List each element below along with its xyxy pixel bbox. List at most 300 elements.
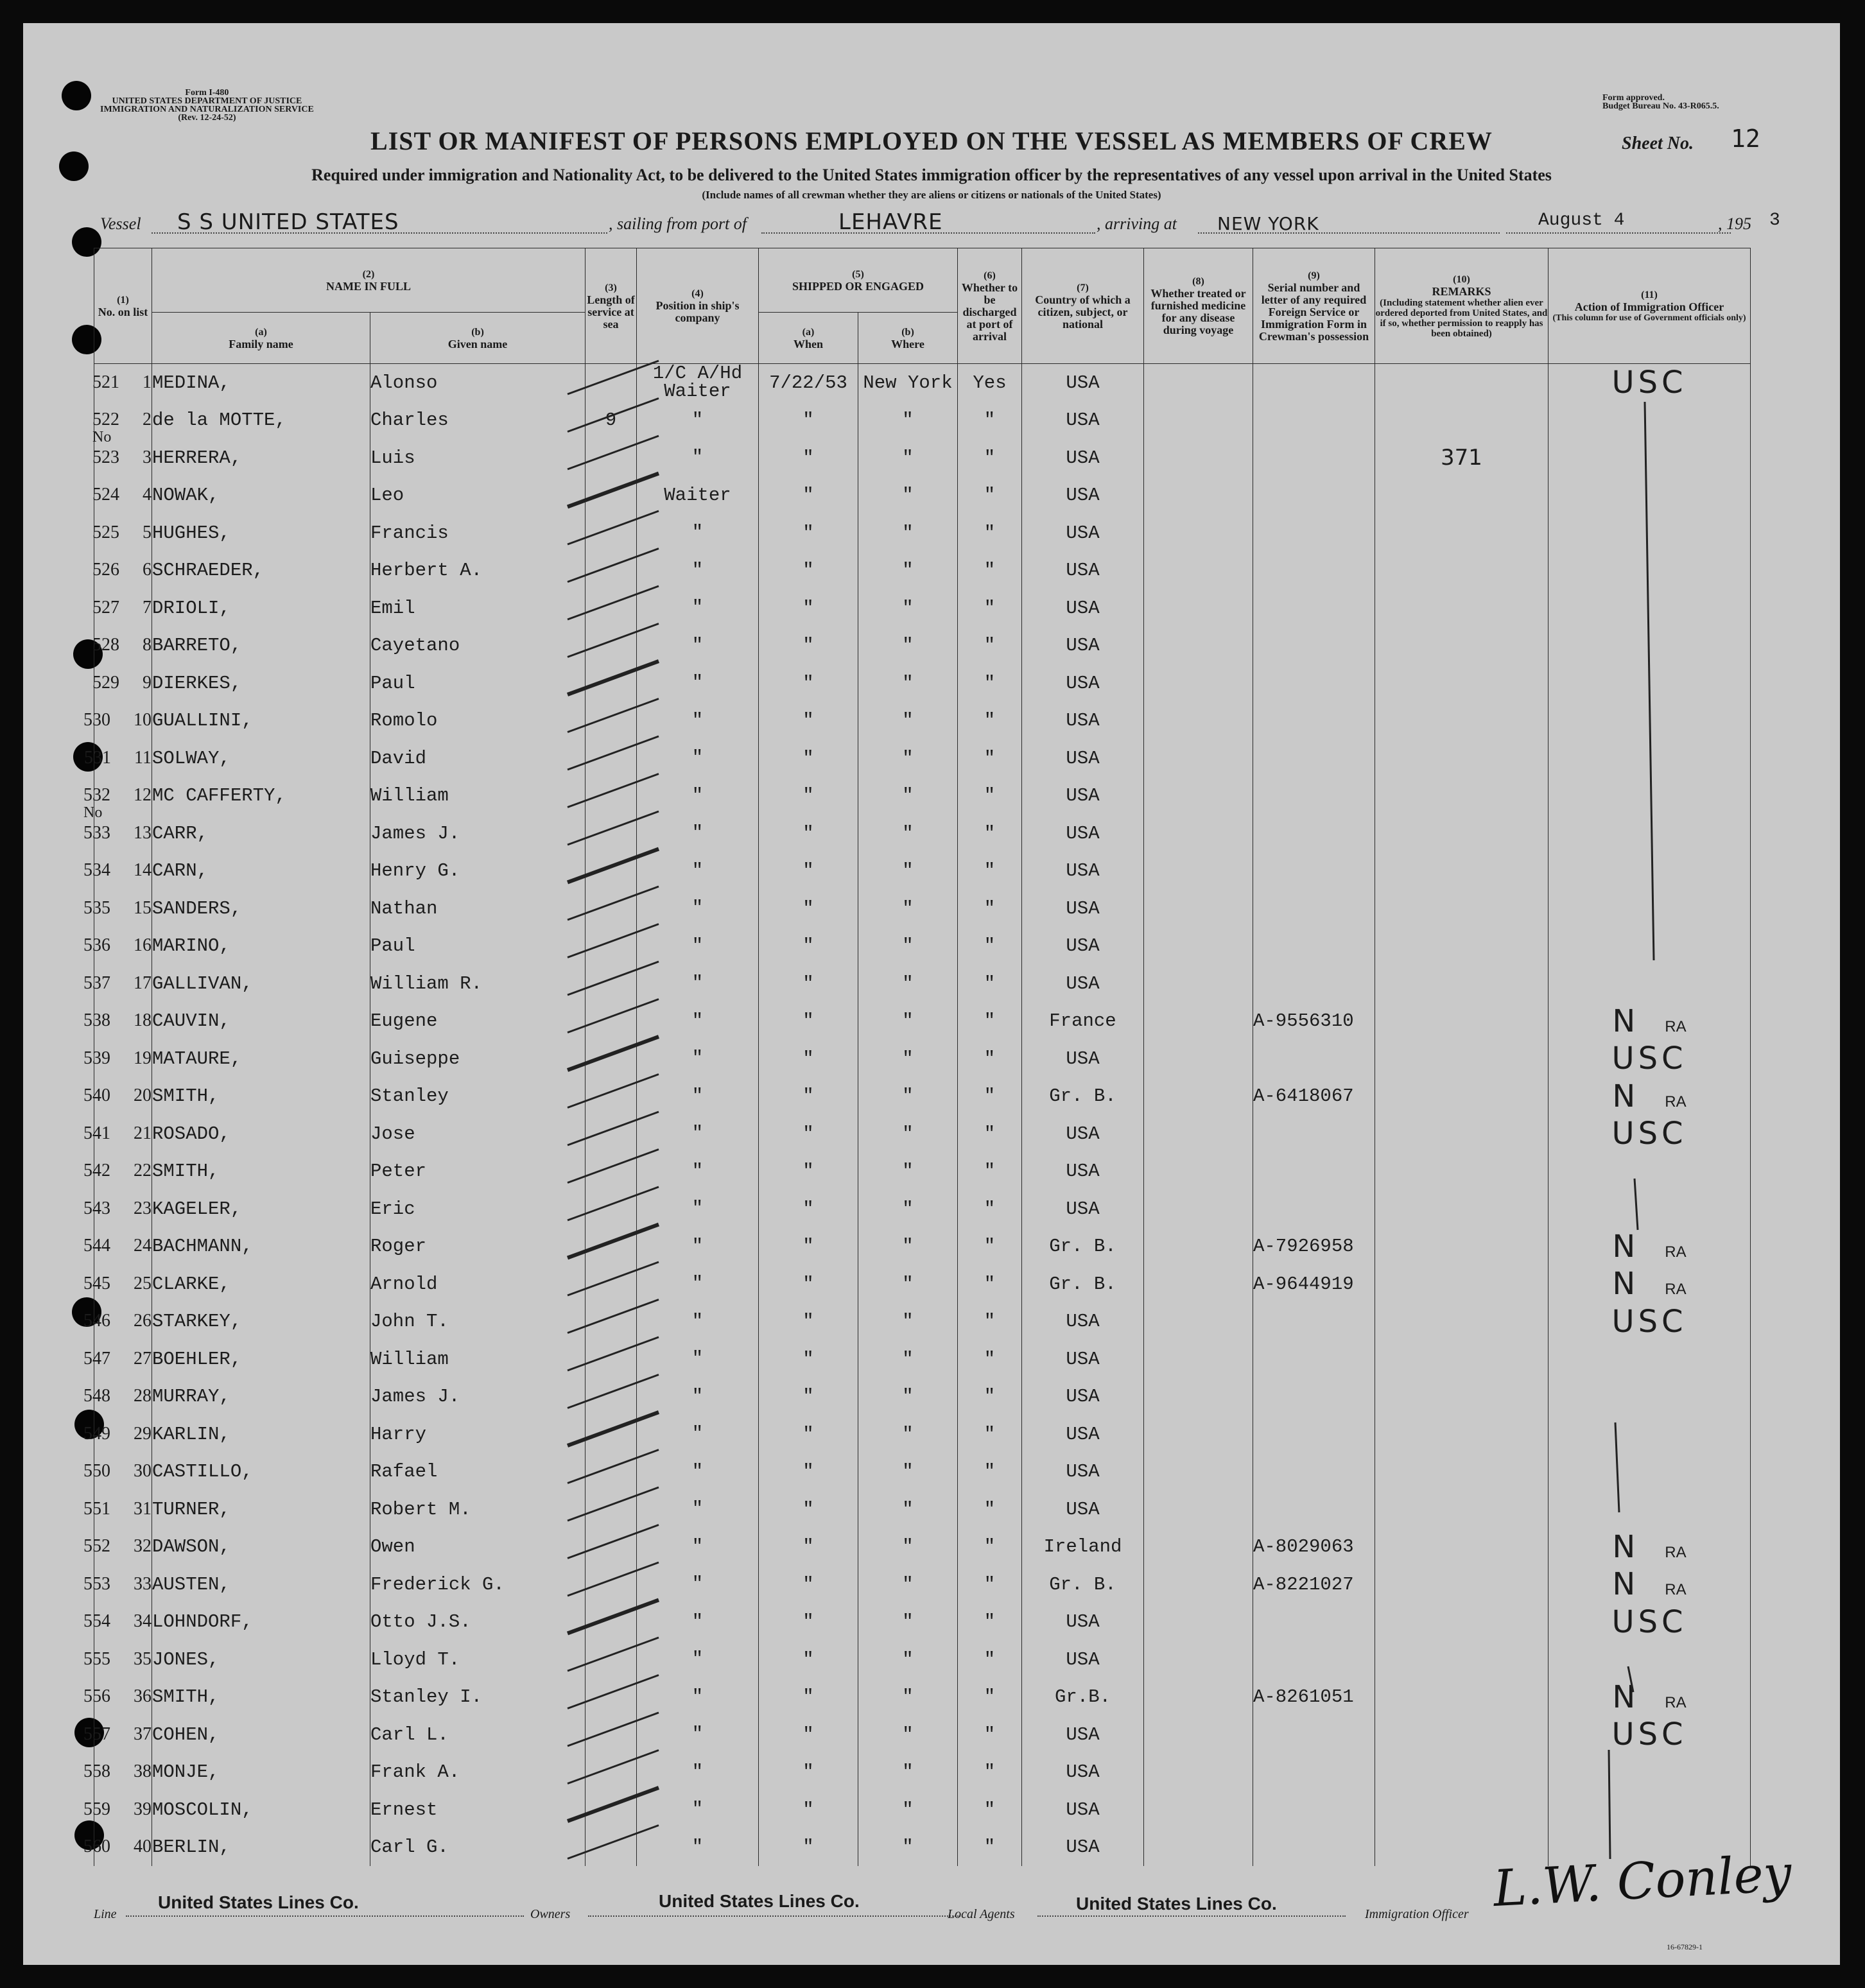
cell-serial: A-8029063 xyxy=(1253,1528,1375,1566)
cell-discharge: " xyxy=(958,1415,1022,1453)
margin-number: 527 xyxy=(92,597,119,618)
cell-country: Gr. B. xyxy=(1022,1228,1144,1266)
cell-country: Gr.B. xyxy=(1022,1679,1144,1716)
cell-family: CASTILLO, xyxy=(152,1453,370,1491)
cell-discharge: " xyxy=(958,1303,1022,1341)
cell-position: " xyxy=(637,852,759,890)
cell-when: " xyxy=(759,1228,858,1266)
cell-position: " xyxy=(637,1003,759,1041)
cell-discharge: " xyxy=(958,815,1022,852)
cell-country: USA xyxy=(1022,589,1144,627)
margin-number: 552 xyxy=(83,1536,110,1557)
cell-position: " xyxy=(637,1716,759,1754)
cell-country: USA xyxy=(1022,928,1144,965)
cell-where: " xyxy=(858,890,958,928)
cell-where: " xyxy=(858,1453,958,1491)
cell-discharge: " xyxy=(958,852,1022,890)
cell-where: " xyxy=(858,402,958,440)
cell-when: " xyxy=(759,1303,858,1341)
cell-country: USA xyxy=(1022,1716,1144,1754)
cell-no: 546 26 xyxy=(94,1303,152,1341)
cell-family: CLARKE, xyxy=(152,1265,370,1303)
cell-when: " xyxy=(759,777,858,815)
service-tick-mark xyxy=(568,1075,659,1108)
cell-position: " xyxy=(637,702,759,740)
cell-discharge: " xyxy=(958,965,1022,1003)
margin-number: 534 xyxy=(83,860,110,881)
cell-given: Arnold xyxy=(370,1265,586,1303)
cell-serial: A-9556310 xyxy=(1253,1003,1375,1041)
cell-country: USA xyxy=(1022,702,1144,740)
cell-position: " xyxy=(637,1754,759,1792)
cell-country: USA xyxy=(1022,477,1144,515)
cell-family: ROSADO, xyxy=(152,1115,370,1153)
col-header-serial: (9) Serial number and letter of any required Foreign Service or Immigration Form in Crewman's possession xyxy=(1253,248,1375,364)
margin-number: 548 xyxy=(83,1386,110,1406)
service-tick-mark xyxy=(568,436,659,469)
margin-number: 539 xyxy=(83,1048,110,1068)
cell-family: MEDINA, xyxy=(152,364,370,402)
margin-number: 555 xyxy=(83,1648,110,1669)
service-tick-mark xyxy=(568,1037,659,1070)
cell-family: CAUVIN, xyxy=(152,1003,370,1041)
margin-number: 550 xyxy=(83,1461,110,1482)
service-tick-mark xyxy=(568,511,659,544)
service-tick-mark xyxy=(568,1150,659,1183)
cell-no: 553 33 xyxy=(94,1566,152,1603)
cell-when: " xyxy=(759,589,858,627)
margin-note: No xyxy=(92,429,112,446)
cell-no: 548 28 xyxy=(94,1378,152,1416)
cell-country: USA xyxy=(1022,1603,1144,1641)
margin-number: 544 xyxy=(83,1236,110,1256)
cell-no: 555 35 xyxy=(94,1641,152,1679)
cell-country: USA xyxy=(1022,739,1144,777)
cell-when: " xyxy=(759,1754,858,1792)
cell-given: Eric xyxy=(370,1190,586,1228)
service-tick-mark xyxy=(568,962,659,995)
cell-when: " xyxy=(759,965,858,1003)
cell-position: " xyxy=(637,1791,759,1829)
action-mark: N xyxy=(1612,1228,1640,1265)
cell-country: USA xyxy=(1022,627,1144,665)
cell-no: 541 21 xyxy=(94,1115,152,1153)
action-mark: USC xyxy=(1611,1303,1687,1340)
cell-discharge: " xyxy=(958,1641,1022,1679)
cell-where: " xyxy=(858,928,958,965)
cell-when: " xyxy=(759,1528,858,1566)
cell-when: " xyxy=(759,1641,858,1679)
margin-number: 536 xyxy=(83,935,110,956)
cell-given: Charles xyxy=(370,402,586,440)
cell-when: " xyxy=(759,1829,858,1867)
cell-country: USA xyxy=(1022,1190,1144,1228)
service-tick-mark xyxy=(568,1675,659,1709)
cell-position: " xyxy=(637,1228,759,1266)
margin-number: 535 xyxy=(83,897,110,918)
service-tick-mark xyxy=(568,1375,659,1408)
cell-discharge: " xyxy=(958,627,1022,665)
cell-when: " xyxy=(759,1265,858,1303)
cell-where: " xyxy=(858,1115,958,1153)
cell-country: USA xyxy=(1022,1641,1144,1679)
cell-family: MARINO, xyxy=(152,928,370,965)
cell-serial: A-8261051 xyxy=(1253,1679,1375,1716)
cell-when: " xyxy=(759,1716,858,1754)
agency-name: UNITED STATES DEPARTMENT OF JUSTICE xyxy=(112,96,302,106)
margin-number: 524 xyxy=(92,485,119,505)
cell-where: " xyxy=(858,1078,958,1116)
line-label: Line xyxy=(94,1907,117,1921)
print-code: 16-67829-1 xyxy=(1667,1942,1703,1951)
margin-number: 530 xyxy=(83,710,110,730)
cell-country: USA xyxy=(1022,1491,1144,1528)
cell-country: USA xyxy=(1022,1153,1144,1191)
arriving-label: , arriving at xyxy=(1097,214,1177,233)
cell-position: " xyxy=(637,1641,759,1679)
ra-mark: RA xyxy=(1665,1581,1687,1599)
cell-given: Carl L. xyxy=(370,1716,586,1754)
cell-position: " xyxy=(637,1115,759,1153)
cell-no: 543 23 xyxy=(94,1190,152,1228)
col-header-when: (a) When xyxy=(759,313,858,364)
cell-family: DIERKES, xyxy=(152,664,370,702)
service-tick-mark xyxy=(568,1525,659,1559)
cell-discharge: " xyxy=(958,890,1022,928)
cell-family: MONJE, xyxy=(152,1754,370,1792)
cell-family: KARLIN, xyxy=(152,1415,370,1453)
cell-when: " xyxy=(759,702,858,740)
cell-where: " xyxy=(858,664,958,702)
cell-where: " xyxy=(858,552,958,590)
form-revision: (Rev. 12-24-52) xyxy=(178,113,236,123)
budget-bureau-no: Budget Bureau No. 43-R065.5. xyxy=(1602,101,1719,111)
cell-when: " xyxy=(759,1115,858,1153)
cell-family: MATAURE, xyxy=(152,1040,370,1078)
cell-position: Waiter xyxy=(637,477,759,515)
cell-country: France xyxy=(1022,1003,1144,1041)
cell-where: " xyxy=(858,965,958,1003)
cell-given: David xyxy=(370,739,586,777)
port-from: LEHAVRE xyxy=(838,209,943,235)
cell-position: " xyxy=(637,1453,759,1491)
col-header-shipped: (5) SHIPPED OR ENGAGED xyxy=(759,248,958,313)
cell-position: " xyxy=(637,1303,759,1341)
cell-no: 558 38 xyxy=(94,1754,152,1792)
col-header-country: (7) Country of which a citizen, subject, or national xyxy=(1022,248,1144,364)
cell-no: 542 22 xyxy=(94,1153,152,1191)
cell-position: " xyxy=(637,552,759,590)
cell-family: TURNER, xyxy=(152,1491,370,1528)
cell-family: BACHMANN, xyxy=(152,1228,370,1266)
cell-country: USA xyxy=(1022,965,1144,1003)
col-header-discharge: (6) Whether to be discharged at port of arrival xyxy=(958,248,1022,364)
cell-position: " xyxy=(637,1829,759,1867)
col-header-given: (b) Given name xyxy=(370,313,586,364)
service-tick-mark xyxy=(568,361,659,394)
cell-country: USA xyxy=(1022,852,1144,890)
cell-given: Cayetano xyxy=(370,627,586,665)
cell-when: " xyxy=(759,439,858,477)
cell-when: " xyxy=(759,627,858,665)
cell-serial: A-9644919 xyxy=(1253,1265,1375,1303)
cell-where: " xyxy=(858,1190,958,1228)
agents-label: Local Agents xyxy=(948,1907,1015,1921)
margin-number: 529 xyxy=(92,672,119,693)
cell-where: " xyxy=(858,477,958,515)
cell-when: " xyxy=(759,1003,858,1041)
cell-where: " xyxy=(858,1641,958,1679)
action-mark: N xyxy=(1612,1528,1640,1565)
year-prefix: , 195 xyxy=(1718,214,1751,233)
subtitle: Required under immigration and Nationality Act, to be delivered to the United States immigration officer by the representatives of any vessel upon arrival in the United States xyxy=(311,166,1552,184)
sheet-label: Sheet No. xyxy=(1622,134,1694,153)
cell-position: " xyxy=(637,890,759,928)
cell-discharge: " xyxy=(958,1190,1022,1228)
cell-no: 537 17 xyxy=(94,965,152,1003)
cell-country: USA xyxy=(1022,1378,1144,1416)
margin-number: 526 xyxy=(92,560,119,580)
cell-where: " xyxy=(858,1679,958,1716)
cell-position: " xyxy=(637,664,759,702)
cell-where: " xyxy=(858,1566,958,1603)
margin-number: 556 xyxy=(83,1686,110,1707)
cell-where: " xyxy=(858,1829,958,1867)
action-mark: N xyxy=(1612,1078,1640,1114)
cell-discharge: " xyxy=(958,1679,1022,1716)
cell-where: New York xyxy=(858,364,958,402)
margin-number: 560 xyxy=(83,1837,110,1857)
cell-no: 534 14 xyxy=(94,852,152,890)
margin-number: 533 xyxy=(83,822,110,843)
cell-given: Eugene xyxy=(370,1003,586,1041)
action-mark: N xyxy=(1612,1266,1640,1302)
margin-number: 557 xyxy=(83,1724,110,1744)
cell-discharge: " xyxy=(958,1265,1022,1303)
margin-number: 523 xyxy=(92,447,119,467)
cell-when: " xyxy=(759,664,858,702)
col-header-position: (4) Position in ship's company xyxy=(637,248,759,364)
cell-when: " xyxy=(759,1415,858,1453)
cell-family: MURRAY, xyxy=(152,1378,370,1416)
cell-family: DRIOLI, xyxy=(152,589,370,627)
service-tick-mark xyxy=(568,624,659,657)
cell-position: " xyxy=(637,928,759,965)
cell-discharge: " xyxy=(958,1003,1022,1041)
cell-discharge: " xyxy=(958,514,1022,552)
cell-discharge: " xyxy=(958,439,1022,477)
cell-given: Alonso xyxy=(370,364,586,402)
ditto-line xyxy=(1609,402,1654,1859)
cell-when: " xyxy=(759,1566,858,1603)
cell-discharge: " xyxy=(958,1378,1022,1416)
cell-discharge: " xyxy=(958,1228,1022,1266)
col-header-where: (b) Where xyxy=(858,313,958,364)
cell-no: 524 4 xyxy=(94,477,152,515)
cell-given: Carl G. xyxy=(370,1829,586,1867)
page-title: LIST OR MANIFEST OF PERSONS EMPLOYED ON THE VESSEL AS MEMBERS OF CREW xyxy=(370,126,1493,155)
agency-service: IMMIGRATION AND NATURALIZATION SERVICE xyxy=(100,105,314,114)
cell-no: 526 6 xyxy=(94,552,152,590)
cell-family: SMITH, xyxy=(152,1153,370,1191)
ra-mark: RA xyxy=(1665,1093,1687,1111)
cell-discharge: " xyxy=(958,1829,1022,1867)
cell-family: CARR, xyxy=(152,815,370,852)
service-tick-mark xyxy=(568,924,659,958)
cell-no: 531 11 xyxy=(94,739,152,777)
cell-discharge: " xyxy=(958,1754,1022,1792)
cell-when: " xyxy=(759,928,858,965)
cell-given: John T. xyxy=(370,1303,586,1341)
cell-no: 530 10 xyxy=(94,702,152,740)
margin-number: 541 xyxy=(83,1123,110,1143)
cell-no: 521 1 xyxy=(94,364,152,402)
owners-value: United States Lines Co. xyxy=(659,1891,860,1911)
service-tick-mark xyxy=(568,1562,659,1596)
cell-where: " xyxy=(858,1528,958,1566)
service-tick-mark xyxy=(568,1412,659,1446)
port-to: NEW YORK xyxy=(1217,213,1319,234)
service-tick-mark xyxy=(568,999,659,1033)
cell-where: " xyxy=(858,777,958,815)
cell-discharge: " xyxy=(958,1566,1022,1603)
cell-when: " xyxy=(759,1078,858,1116)
margin-number: 522 xyxy=(92,410,119,430)
cell-where: " xyxy=(858,1003,958,1041)
cell-discharge: " xyxy=(958,1491,1022,1528)
cell-where: " xyxy=(858,1491,958,1528)
cell-given: Paul xyxy=(370,664,586,702)
cell-discharge: " xyxy=(958,1603,1022,1641)
cell-discharge: " xyxy=(958,664,1022,702)
service-tick-mark xyxy=(568,774,659,808)
cell-where: " xyxy=(858,514,958,552)
cell-serial: A-7926958 xyxy=(1253,1228,1375,1266)
cell-discharge: " xyxy=(958,702,1022,740)
action-mark: N xyxy=(1612,1679,1640,1715)
cell-when: " xyxy=(759,815,858,852)
cell-given: Owen xyxy=(370,1528,586,1566)
service-tick-mark xyxy=(568,399,659,432)
col-header-remarks: (10) REMARKS (Including statement whether alien ever ordered deported from United States, and if so, whether permission to reapply has been obtained) xyxy=(1375,248,1548,364)
cell-given: Jose xyxy=(370,1115,586,1153)
cell-family: AUSTEN, xyxy=(152,1566,370,1603)
subtitle-note: (Include names of all crewman whether they are aliens or citizens or nationals of the United States) xyxy=(702,189,1161,201)
cell-no: 547 27 xyxy=(94,1340,152,1378)
cell-position: " xyxy=(637,1679,759,1716)
ra-mark: RA xyxy=(1665,1693,1687,1711)
margin-number: 554 xyxy=(83,1611,110,1632)
cell-where: " xyxy=(858,589,958,627)
ra-mark: RA xyxy=(1665,1243,1687,1261)
cell-when: " xyxy=(759,477,858,515)
cell-no: 559 39 xyxy=(94,1791,152,1829)
service-tick-mark xyxy=(568,1750,659,1784)
margin-number: 559 xyxy=(83,1799,110,1819)
cell-family: SCHRAEDER, xyxy=(152,552,370,590)
cell-family: GUALLINI, xyxy=(152,702,370,740)
service-tick-mark xyxy=(568,1262,659,1295)
cell-position: " xyxy=(637,1566,759,1603)
cell-given: Romolo xyxy=(370,702,586,740)
cell-where: " xyxy=(858,1228,958,1266)
cell-remarks: 371 xyxy=(1375,439,1548,477)
cell-family: BARRETO, xyxy=(152,627,370,665)
service-tick-mark xyxy=(568,1638,659,1671)
cell-no: 551 31 xyxy=(94,1491,152,1528)
cell-country: USA xyxy=(1022,402,1144,440)
cell-when: " xyxy=(759,1791,858,1829)
cell-where: " xyxy=(858,1716,958,1754)
service-tick-mark xyxy=(568,1713,659,1746)
cell-position: " xyxy=(637,1153,759,1191)
cell-no: 540 20 xyxy=(94,1078,152,1116)
margin-number: 558 xyxy=(83,1761,110,1782)
service-tick-mark xyxy=(568,811,659,845)
cell-discharge: " xyxy=(958,1040,1022,1078)
margin-number: 546 xyxy=(83,1311,110,1331)
col-header-medicine: (8) Whether treated or furnished medicine for any disease during voyage xyxy=(1144,248,1253,364)
officer-signature: L.W. Conley xyxy=(1491,1844,1793,1919)
cell-no: 552 32 xyxy=(94,1528,152,1566)
cell-given: William xyxy=(370,777,586,815)
cell-where: " xyxy=(858,1791,958,1829)
cell-where: " xyxy=(858,1153,958,1191)
service-tick-mark xyxy=(568,1225,659,1258)
cell-family: MOSCOLIN, xyxy=(152,1791,370,1829)
ra-mark: RA xyxy=(1665,1543,1687,1561)
cell-where: " xyxy=(858,702,958,740)
service-tick-mark xyxy=(568,474,659,507)
cell-position: " xyxy=(637,815,759,852)
cell-no: 557 37 xyxy=(94,1716,152,1754)
action-mark: USC xyxy=(1611,365,1687,401)
cell-when: " xyxy=(759,1378,858,1416)
cell-when: " xyxy=(759,1491,858,1528)
cell-family: SOLWAY, xyxy=(152,739,370,777)
cell-position: " xyxy=(637,965,759,1003)
service-tick-mark xyxy=(568,1112,659,1145)
margin-number: 551 xyxy=(83,1498,110,1519)
sailing-label: , sailing from port of xyxy=(609,214,747,233)
cell-position: " xyxy=(637,1190,759,1228)
cell-discharge: " xyxy=(958,1528,1022,1566)
manifest-sheet xyxy=(23,23,1840,1965)
cell-position: " xyxy=(637,1078,759,1116)
cell-given: Emil xyxy=(370,589,586,627)
margin-number: 521 xyxy=(92,372,119,392)
cell-position: " xyxy=(637,589,759,627)
cell-when: " xyxy=(759,852,858,890)
cell-where: " xyxy=(858,627,958,665)
service-tick-mark xyxy=(568,586,659,619)
cell-no: 539 19 xyxy=(94,1040,152,1078)
action-mark: USC xyxy=(1611,1716,1687,1753)
ra-mark: RA xyxy=(1665,1017,1687,1035)
action-mark: USC xyxy=(1611,1041,1687,1077)
cell-where: " xyxy=(858,852,958,890)
service-tick-mark xyxy=(568,1600,659,1634)
cell-country: USA xyxy=(1022,1829,1144,1867)
cell-country: USA xyxy=(1022,1303,1144,1341)
cell-country: Ireland xyxy=(1022,1528,1144,1566)
cell-family: KAGELER, xyxy=(152,1190,370,1228)
cell-no: 535 15 xyxy=(94,890,152,928)
cell-country: USA xyxy=(1022,514,1144,552)
cell-no: 545 25 xyxy=(94,1265,152,1303)
officer-label: Immigration Officer xyxy=(1365,1907,1469,1921)
cell-given: Peter xyxy=(370,1153,586,1191)
